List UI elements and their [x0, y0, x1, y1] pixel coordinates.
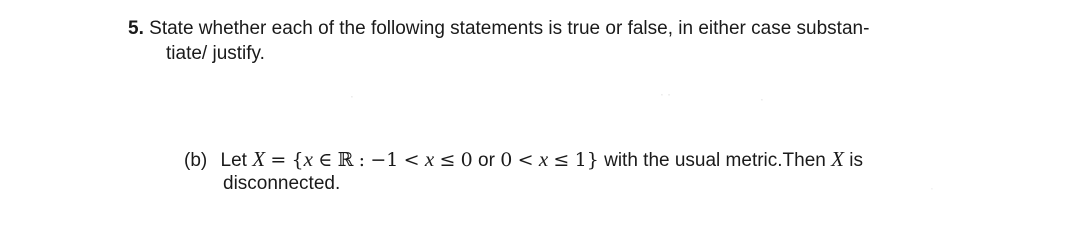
- math-in: ∈: [318, 149, 333, 171]
- math-reals: ℝ: [337, 149, 354, 171]
- or-word: or: [478, 150, 495, 171]
- math-zero: 0: [460, 149, 473, 171]
- suffix-text: with the usual metric.Then: [604, 150, 826, 171]
- math-colon: :: [358, 149, 366, 171]
- math-brace-open: {: [291, 149, 304, 171]
- math-le: ≤: [553, 149, 570, 171]
- math-lower: −1: [370, 149, 399, 171]
- math-var-x: x: [538, 147, 549, 171]
- question-number: 5.: [128, 18, 144, 39]
- math-lt: <: [403, 149, 420, 171]
- question-line-2: [166, 43, 265, 65]
- math-zero: 0: [500, 149, 513, 171]
- math-lt: <: [517, 149, 534, 171]
- math-le: ≤: [439, 149, 456, 171]
- math-var-X: X: [831, 147, 844, 171]
- bleed-through-mark: ⋅: [930, 182, 934, 196]
- subpart-b-line-1: [184, 148, 863, 172]
- math-brace-close: }: [586, 149, 599, 171]
- let-word: Let: [220, 150, 247, 171]
- subpart-b-line-2: [223, 173, 340, 195]
- math-upper: 1: [574, 149, 587, 171]
- is-word: is: [849, 150, 863, 171]
- bleed-through-mark: ⋅ ⋅: [660, 88, 671, 102]
- bleed-through-mark: ⋅: [350, 90, 354, 104]
- bleed-through-mark: ⋅: [760, 93, 764, 107]
- math-var-x: x: [303, 147, 313, 171]
- question-line-1: [128, 18, 869, 40]
- subpart-label: (b): [184, 150, 208, 171]
- math-var-X: X: [252, 147, 266, 171]
- disconnected-text: disconnected.: [223, 173, 341, 194]
- question-text-2: tiate/ justify.: [166, 43, 265, 64]
- math-eq: =: [270, 149, 287, 171]
- math-var-x: x: [424, 147, 435, 171]
- question-text-1: State whether each of the following statements is true or false, in either case substan-: [149, 18, 870, 39]
